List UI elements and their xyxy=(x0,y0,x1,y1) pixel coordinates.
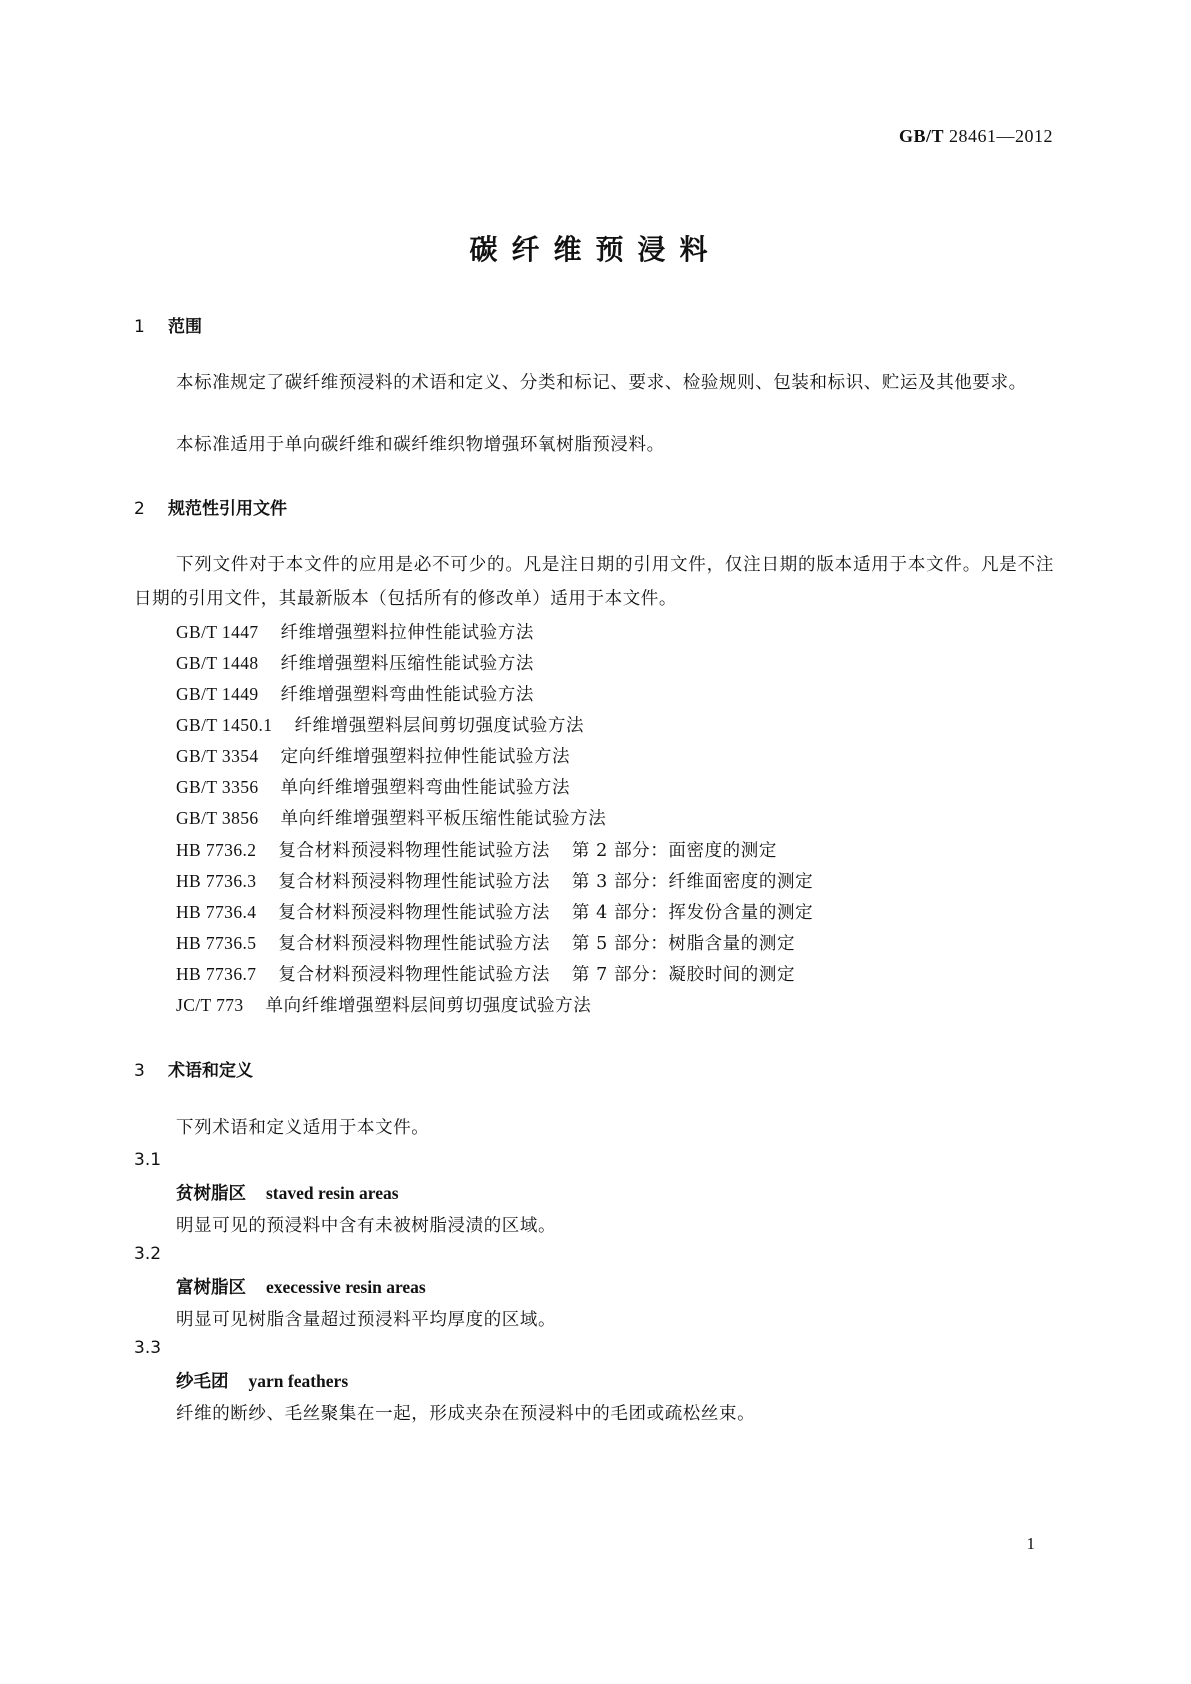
standard-code xyxy=(899,126,1053,147)
reference-title: 复合材料预浸料物理性能试验方法 xyxy=(278,934,550,954)
reference-item xyxy=(176,619,534,644)
section-3-intro: 下列术语和定义适用于本文件。 xyxy=(176,1118,430,1138)
reference-part: 第 3 部分：纤维面密度的测定 xyxy=(571,872,814,892)
reference-title: 复合材料预浸料物理性能试验方法 xyxy=(278,903,550,923)
term-en: staved resin areas xyxy=(266,1183,399,1203)
section-1-paragraph-1: 本标准规定了碳纤维预浸料的术语和定义、分类和标记、要求、检验规则、包装和标识、贮运及其他要求。 xyxy=(176,373,1027,393)
reference-item xyxy=(176,930,795,955)
reference-code: GB/T 3354 xyxy=(176,746,259,766)
reference-title: 定向纤维增强塑料拉伸性能试验方法 xyxy=(280,747,571,767)
section-2-intro: 下列文件对于本文件的应用是必不可少的。凡是注日期的引用文件，仅注日期的版本适用于本文件。凡是不注日期的引用文件，其最新版本（包括所有的修改单）适用于本文件。 xyxy=(134,555,1054,609)
reference-code: GB/T 1450.1 xyxy=(176,715,273,735)
reference-title: 纤维增强塑料弯曲性能试验方法 xyxy=(280,685,534,705)
reference-code: JC/T 773 xyxy=(176,995,244,1015)
term-zh: 贫树脂区 xyxy=(176,1184,246,1204)
reference-code: HB 7736.5 xyxy=(176,933,257,953)
reference-title: 单向纤维增强塑料弯曲性能试验方法 xyxy=(280,778,571,798)
reference-item xyxy=(176,712,584,737)
reference-code: HB 7736.3 xyxy=(176,871,257,891)
page-number: 1 xyxy=(1026,1534,1035,1553)
term-name xyxy=(176,1368,348,1393)
reference-title: 单向纤维增强塑料平板压缩性能试验方法 xyxy=(280,809,607,829)
standard-code-prefix: GB/T xyxy=(898,126,944,146)
section-title: 规范性引用文件 xyxy=(168,499,287,519)
term-number: 3.1 xyxy=(134,1150,162,1170)
reference-item xyxy=(176,961,795,986)
term-name xyxy=(176,1274,426,1299)
reference-code: GB/T 1447 xyxy=(176,622,259,642)
reference-item xyxy=(176,681,534,706)
reference-part: 第 4 部分：挥发份含量的测定 xyxy=(571,903,814,923)
section-3-heading xyxy=(134,1056,253,1081)
reference-code: GB/T 1449 xyxy=(176,684,259,704)
term-en: execessive resin areas xyxy=(266,1277,426,1297)
reference-part: 第 7 部分：凝胶时间的测定 xyxy=(571,965,796,985)
reference-part: 第 5 部分：树脂含量的测定 xyxy=(571,934,796,954)
term-zh: 纱毛团 xyxy=(176,1372,229,1392)
reference-title: 单向纤维增强塑料层间剪切强度试验方法 xyxy=(265,996,592,1016)
reference-code: HB 7736.7 xyxy=(176,964,257,984)
section-number: 1 xyxy=(134,317,145,337)
section-number: 3 xyxy=(134,1061,145,1081)
reference-code: HB 7736.4 xyxy=(176,902,257,922)
term-definition: 明显可见的预浸料中含有未被树脂浸渍的区域。 xyxy=(176,1216,557,1236)
reference-title: 复合材料预浸料物理性能试验方法 xyxy=(278,872,550,892)
reference-part: 第 2 部分：面密度的测定 xyxy=(571,841,777,861)
reference-item xyxy=(176,650,534,675)
reference-item xyxy=(176,774,570,799)
standard-code-number: 28461—2012 xyxy=(949,126,1053,146)
section-1-heading xyxy=(134,312,202,337)
term-en: yarn feathers xyxy=(248,1371,349,1391)
reference-title: 纤维增强塑料层间剪切强度试验方法 xyxy=(294,716,585,736)
document-title: 碳纤维预浸料 xyxy=(469,233,722,266)
reference-item xyxy=(176,899,813,924)
reference-code: GB/T 1448 xyxy=(176,653,259,673)
reference-item xyxy=(176,837,777,862)
section-1-paragraph-2: 本标准适用于单向碳纤维和碳纤维织物增强环氧树脂预浸料。 xyxy=(176,435,665,455)
reference-code: GB/T 3856 xyxy=(176,808,259,828)
reference-item xyxy=(176,805,606,830)
reference-title: 纤维增强塑料拉伸性能试验方法 xyxy=(280,623,534,643)
term-definition: 纤维的断纱、毛丝聚集在一起，形成夹杂在预浸料中的毛团或疏松丝束。 xyxy=(176,1404,756,1424)
section-number: 2 xyxy=(134,499,145,519)
reference-code: GB/T 3356 xyxy=(176,777,259,797)
section-title: 术语和定义 xyxy=(168,1061,253,1081)
term-number: 3.3 xyxy=(134,1338,162,1358)
reference-title: 纤维增强塑料压缩性能试验方法 xyxy=(280,654,534,674)
section-title: 范围 xyxy=(168,317,202,337)
reference-title: 复合材料预浸料物理性能试验方法 xyxy=(278,965,550,985)
term-zh: 富树脂区 xyxy=(176,1278,246,1298)
reference-item xyxy=(176,992,591,1017)
term-definition: 明显可见树脂含量超过预浸料平均厚度的区域。 xyxy=(176,1310,557,1330)
reference-title: 复合材料预浸料物理性能试验方法 xyxy=(278,841,550,861)
reference-code: HB 7736.2 xyxy=(176,840,257,860)
term-number: 3.2 xyxy=(134,1244,162,1264)
reference-item xyxy=(176,743,570,768)
section-2-heading xyxy=(134,494,287,519)
term-name xyxy=(176,1180,399,1205)
reference-item xyxy=(176,868,813,893)
